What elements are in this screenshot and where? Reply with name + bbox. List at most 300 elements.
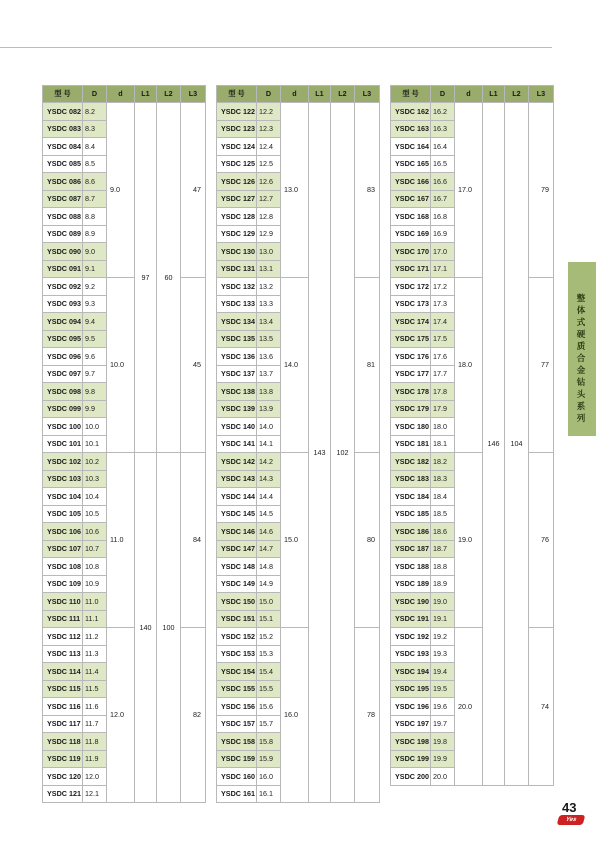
diameter-cell: 13.4	[257, 313, 281, 331]
model-cell: YSDC 135	[217, 330, 257, 348]
diameter-cell: 12.9	[257, 225, 281, 243]
diameter-cell: 12.4	[257, 138, 281, 156]
model-cell: YSDC 092	[43, 278, 83, 296]
model-cell: YSDC 200	[391, 768, 431, 786]
diameter-cell: 13.6	[257, 348, 281, 366]
model-cell: YSDC 133	[217, 295, 257, 313]
diameter-cell: 17.5	[431, 330, 455, 348]
column-header: L2	[505, 86, 529, 103]
brand-logo	[557, 815, 586, 825]
diameter-cell: 15.1	[257, 610, 281, 628]
model-cell: YSDC 087	[43, 190, 83, 208]
l2-cell: 104	[505, 103, 529, 786]
model-cell: YSDC 181	[391, 435, 431, 453]
d-cell: 14.0	[281, 278, 309, 453]
diameter-cell: 9.7	[83, 365, 107, 383]
d-cell: 12.0	[107, 628, 135, 803]
diameter-cell: 17.6	[431, 348, 455, 366]
model-cell: YSDC 083	[43, 120, 83, 138]
table-row	[217, 103, 380, 121]
d-cell: 10.0	[107, 278, 135, 453]
model-cell: YSDC 103	[43, 470, 83, 488]
column-header: L2	[157, 86, 181, 103]
model-cell: YSDC 138	[217, 383, 257, 401]
diameter-cell: 12.1	[83, 785, 107, 803]
diameter-cell: 9.0	[83, 243, 107, 261]
l2-cell: 60	[157, 103, 181, 453]
l3-cell: 77	[529, 278, 554, 453]
model-cell: YSDC 117	[43, 715, 83, 733]
model-cell: YSDC 088	[43, 208, 83, 226]
diameter-cell: 15.7	[257, 715, 281, 733]
diameter-cell: 14.4	[257, 488, 281, 506]
diameter-cell: 14.7	[257, 540, 281, 558]
diameter-cell: 11.5	[83, 680, 107, 698]
diameter-cell: 20.0	[431, 768, 455, 786]
column-header: L3	[181, 86, 206, 103]
table-row	[391, 278, 554, 296]
model-cell: YSDC 126	[217, 173, 257, 191]
model-cell: YSDC 122	[217, 103, 257, 121]
model-cell: YSDC 106	[43, 523, 83, 541]
l3-cell: 83	[355, 103, 380, 278]
diameter-cell: 8.2	[83, 103, 107, 121]
model-cell: YSDC 085	[43, 155, 83, 173]
diameter-cell: 13.0	[257, 243, 281, 261]
model-cell: YSDC 165	[391, 155, 431, 173]
l3-cell: 84	[181, 453, 206, 628]
diameter-cell: 13.2	[257, 278, 281, 296]
d-cell: 20.0	[455, 628, 483, 786]
diameter-cell: 19.7	[431, 715, 455, 733]
l3-cell: 81	[355, 278, 380, 453]
diameter-cell: 17.0	[431, 243, 455, 261]
model-cell: YSDC 131	[217, 260, 257, 278]
diameter-cell: 17.4	[431, 313, 455, 331]
model-cell: YSDC 198	[391, 733, 431, 751]
model-cell: YSDC 196	[391, 698, 431, 716]
diameter-cell: 12.8	[257, 208, 281, 226]
model-cell: YSDC 113	[43, 645, 83, 663]
diameter-cell: 14.6	[257, 523, 281, 541]
diameter-cell: 14.9	[257, 575, 281, 593]
model-cell: YSDC 180	[391, 418, 431, 436]
diameter-cell: 18.4	[431, 488, 455, 506]
diameter-cell: 10.5	[83, 505, 107, 523]
diameter-cell: 12.6	[257, 173, 281, 191]
diameter-cell: 9.3	[83, 295, 107, 313]
diameter-cell: 10.3	[83, 470, 107, 488]
table-row	[43, 278, 206, 296]
model-cell: YSDC 095	[43, 330, 83, 348]
model-cell: YSDC 168	[391, 208, 431, 226]
diameter-cell: 14.2	[257, 453, 281, 471]
model-cell: YSDC 158	[217, 733, 257, 751]
model-cell: YSDC 148	[217, 558, 257, 576]
model-cell: YSDC 184	[391, 488, 431, 506]
model-cell: YSDC 141	[217, 435, 257, 453]
model-cell: YSDC 136	[217, 348, 257, 366]
d-cell: 17.0	[455, 103, 483, 278]
diameter-cell: 19.3	[431, 645, 455, 663]
model-cell: YSDC 143	[217, 470, 257, 488]
model-cell: YSDC 174	[391, 313, 431, 331]
diameter-cell: 19.6	[431, 698, 455, 716]
model-cell: YSDC 091	[43, 260, 83, 278]
diameter-cell: 9.9	[83, 400, 107, 418]
table-row	[43, 628, 206, 646]
model-cell: YSDC 156	[217, 698, 257, 716]
model-cell: YSDC 102	[43, 453, 83, 471]
model-cell: YSDC 125	[217, 155, 257, 173]
diameter-cell: 18.8	[431, 558, 455, 576]
diameter-cell: 14.5	[257, 505, 281, 523]
diameter-cell: 12.2	[257, 103, 281, 121]
model-cell: YSDC 121	[43, 785, 83, 803]
diameter-cell: 15.2	[257, 628, 281, 646]
model-cell: YSDC 099	[43, 400, 83, 418]
model-cell: YSDC 142	[217, 453, 257, 471]
l3-cell: 74	[529, 628, 554, 786]
diameter-cell: 16.7	[431, 190, 455, 208]
model-cell: YSDC 170	[391, 243, 431, 261]
d-cell: 9.0	[107, 103, 135, 278]
model-cell: YSDC 194	[391, 663, 431, 681]
model-cell: YSDC 089	[43, 225, 83, 243]
model-cell: YSDC 177	[391, 365, 431, 383]
model-cell: YSDC 128	[217, 208, 257, 226]
model-cell: YSDC 094	[43, 313, 83, 331]
diameter-cell: 17.9	[431, 400, 455, 418]
diameter-cell: 10.7	[83, 540, 107, 558]
diameter-cell: 10.6	[83, 523, 107, 541]
spec-table-1	[42, 85, 206, 803]
diameter-cell: 19.1	[431, 610, 455, 628]
diameter-cell: 15.8	[257, 733, 281, 751]
model-cell: YSDC 160	[217, 768, 257, 786]
diameter-cell: 15.5	[257, 680, 281, 698]
model-cell: YSDC 150	[217, 593, 257, 611]
column-header: D	[257, 86, 281, 103]
l2-cell: 100	[157, 453, 181, 803]
diameter-cell: 10.4	[83, 488, 107, 506]
diameter-cell: 9.6	[83, 348, 107, 366]
column-header: L3	[355, 86, 380, 103]
model-cell: YSDC 146	[217, 523, 257, 541]
diameter-cell: 11.6	[83, 698, 107, 716]
diameter-cell: 16.0	[257, 768, 281, 786]
model-cell: YSDC 195	[391, 680, 431, 698]
diameter-cell: 12.0	[83, 768, 107, 786]
diameter-cell: 9.2	[83, 278, 107, 296]
model-cell: YSDC 086	[43, 173, 83, 191]
diameter-cell: 17.2	[431, 278, 455, 296]
table-row	[391, 628, 554, 646]
diameter-cell: 11.3	[83, 645, 107, 663]
diameter-cell: 13.3	[257, 295, 281, 313]
column-header: 型 号	[43, 86, 83, 103]
d-cell: 15.0	[281, 453, 309, 628]
model-cell: YSDC 167	[391, 190, 431, 208]
diameter-cell: 10.0	[83, 418, 107, 436]
diameter-cell: 14.3	[257, 470, 281, 488]
model-cell: YSDC 127	[217, 190, 257, 208]
l2-cell: 102	[331, 103, 355, 803]
model-cell: YSDC 153	[217, 645, 257, 663]
diameter-cell: 15.3	[257, 645, 281, 663]
diameter-cell: 8.7	[83, 190, 107, 208]
column-header: d	[455, 86, 483, 103]
table-row	[391, 453, 554, 471]
model-cell: YSDC 161	[217, 785, 257, 803]
table-row	[391, 103, 554, 121]
diameter-cell: 17.1	[431, 260, 455, 278]
model-cell: YSDC 098	[43, 383, 83, 401]
column-header: D	[83, 86, 107, 103]
diameter-cell: 16.2	[431, 103, 455, 121]
model-cell: YSDC 119	[43, 750, 83, 768]
l3-cell: 47	[181, 103, 206, 278]
model-cell: YSDC 199	[391, 750, 431, 768]
column-header: L3	[529, 86, 554, 103]
diameter-cell: 18.3	[431, 470, 455, 488]
l3-cell: 45	[181, 278, 206, 453]
diameter-cell: 15.0	[257, 593, 281, 611]
column-header: L2	[331, 86, 355, 103]
model-cell: YSDC 197	[391, 715, 431, 733]
l3-cell: 76	[529, 453, 554, 628]
model-cell: YSDC 132	[217, 278, 257, 296]
table-row	[43, 103, 206, 121]
model-cell: YSDC 187	[391, 540, 431, 558]
model-cell: YSDC 100	[43, 418, 83, 436]
model-cell: YSDC 123	[217, 120, 257, 138]
model-cell: YSDC 178	[391, 383, 431, 401]
l1-cell: 140	[135, 453, 157, 803]
model-cell: YSDC 163	[391, 120, 431, 138]
spec-table-3	[390, 85, 554, 786]
diameter-cell: 19.9	[431, 750, 455, 768]
column-header: D	[431, 86, 455, 103]
diameter-cell: 8.6	[83, 173, 107, 191]
model-cell: YSDC 166	[391, 173, 431, 191]
diameter-cell: 17.8	[431, 383, 455, 401]
diameter-cell: 8.9	[83, 225, 107, 243]
l1-cell: 97	[135, 103, 157, 453]
model-cell: YSDC 171	[391, 260, 431, 278]
diameter-cell: 15.6	[257, 698, 281, 716]
diameter-cell: 8.3	[83, 120, 107, 138]
model-cell: YSDC 096	[43, 348, 83, 366]
model-cell: YSDC 105	[43, 505, 83, 523]
diameter-cell: 18.5	[431, 505, 455, 523]
model-cell: YSDC 151	[217, 610, 257, 628]
model-cell: YSDC 140	[217, 418, 257, 436]
model-cell: YSDC 130	[217, 243, 257, 261]
diameter-cell: 9.4	[83, 313, 107, 331]
model-cell: YSDC 188	[391, 558, 431, 576]
diameter-cell: 8.8	[83, 208, 107, 226]
model-cell: YSDC 157	[217, 715, 257, 733]
l1-cell: 143	[309, 103, 331, 803]
model-cell: YSDC 190	[391, 593, 431, 611]
d-cell: 13.0	[281, 103, 309, 278]
table-row	[217, 628, 380, 646]
column-header: L1	[135, 86, 157, 103]
diameter-cell: 13.5	[257, 330, 281, 348]
column-header: 型 号	[391, 86, 431, 103]
d-cell: 11.0	[107, 453, 135, 628]
diameter-cell: 19.5	[431, 680, 455, 698]
model-cell: YSDC 185	[391, 505, 431, 523]
model-cell: YSDC 116	[43, 698, 83, 716]
diameter-cell: 19.0	[431, 593, 455, 611]
column-header: d	[281, 86, 309, 103]
diameter-cell: 16.4	[431, 138, 455, 156]
model-cell: YSDC 169	[391, 225, 431, 243]
diameter-cell: 10.2	[83, 453, 107, 471]
diameter-cell: 16.1	[257, 785, 281, 803]
model-cell: YSDC 112	[43, 628, 83, 646]
diameter-cell: 16.9	[431, 225, 455, 243]
diameter-cell: 15.4	[257, 663, 281, 681]
diameter-cell: 18.7	[431, 540, 455, 558]
model-cell: YSDC 176	[391, 348, 431, 366]
diameter-cell: 11.8	[83, 733, 107, 751]
diameter-cell: 10.8	[83, 558, 107, 576]
table-row	[43, 453, 206, 471]
diameter-cell: 13.7	[257, 365, 281, 383]
model-cell: YSDC 145	[217, 505, 257, 523]
model-cell: YSDC 097	[43, 365, 83, 383]
model-cell: YSDC 109	[43, 575, 83, 593]
model-cell: YSDC 189	[391, 575, 431, 593]
table-row	[217, 453, 380, 471]
model-cell: YSDC 179	[391, 400, 431, 418]
model-cell: YSDC 139	[217, 400, 257, 418]
model-cell: YSDC 124	[217, 138, 257, 156]
l3-cell: 80	[355, 453, 380, 628]
diameter-cell: 18.9	[431, 575, 455, 593]
diameter-cell: 13.1	[257, 260, 281, 278]
model-cell: YSDC 155	[217, 680, 257, 698]
diameter-cell: 9.8	[83, 383, 107, 401]
model-cell: YSDC 120	[43, 768, 83, 786]
d-cell: 18.0	[455, 278, 483, 453]
model-cell: YSDC 082	[43, 103, 83, 121]
l3-cell: 82	[181, 628, 206, 803]
model-cell: YSDC 149	[217, 575, 257, 593]
model-cell: YSDC 162	[391, 103, 431, 121]
column-header: L1	[483, 86, 505, 103]
diameter-cell: 11.1	[83, 610, 107, 628]
diameter-cell: 12.5	[257, 155, 281, 173]
diameter-cell: 15.9	[257, 750, 281, 768]
diameter-cell: 8.5	[83, 155, 107, 173]
model-cell: YSDC 183	[391, 470, 431, 488]
model-cell: YSDC 192	[391, 628, 431, 646]
column-header: d	[107, 86, 135, 103]
spec-table-2	[216, 85, 380, 803]
diameter-cell: 9.1	[83, 260, 107, 278]
model-cell: YSDC 144	[217, 488, 257, 506]
model-cell: YSDC 147	[217, 540, 257, 558]
model-cell: YSDC 107	[43, 540, 83, 558]
model-cell: YSDC 175	[391, 330, 431, 348]
diameter-cell: 9.5	[83, 330, 107, 348]
diameter-cell: 12.3	[257, 120, 281, 138]
diameter-cell: 11.0	[83, 593, 107, 611]
model-cell: YSDC 114	[43, 663, 83, 681]
diameter-cell: 11.4	[83, 663, 107, 681]
l3-cell: 78	[355, 628, 380, 803]
model-cell: YSDC 193	[391, 645, 431, 663]
diameter-cell: 16.5	[431, 155, 455, 173]
d-cell: 16.0	[281, 628, 309, 803]
diameter-cell: 19.8	[431, 733, 455, 751]
model-cell: YSDC 173	[391, 295, 431, 313]
model-cell: YSDC 115	[43, 680, 83, 698]
model-cell: YSDC 111	[43, 610, 83, 628]
diameter-cell: 17.7	[431, 365, 455, 383]
diameter-cell: 18.0	[431, 418, 455, 436]
diameter-cell: 16.3	[431, 120, 455, 138]
model-cell: YSDC 137	[217, 365, 257, 383]
brand-logo-text: Yes	[564, 817, 578, 823]
column-header: L1	[309, 86, 331, 103]
top-divider	[0, 47, 552, 48]
diameter-cell: 19.2	[431, 628, 455, 646]
model-cell: YSDC 172	[391, 278, 431, 296]
diameter-cell: 8.4	[83, 138, 107, 156]
model-cell: YSDC 110	[43, 593, 83, 611]
model-cell: YSDC 186	[391, 523, 431, 541]
diameter-cell: 18.1	[431, 435, 455, 453]
model-cell: YSDC 154	[217, 663, 257, 681]
table-row	[217, 278, 380, 296]
model-cell: YSDC 101	[43, 435, 83, 453]
model-cell: YSDC 084	[43, 138, 83, 156]
diameter-cell: 16.8	[431, 208, 455, 226]
model-cell: YSDC 118	[43, 733, 83, 751]
diameter-cell: 12.7	[257, 190, 281, 208]
diameter-cell: 14.8	[257, 558, 281, 576]
diameter-cell: 11.9	[83, 750, 107, 768]
diameter-cell: 11.2	[83, 628, 107, 646]
diameter-cell: 19.4	[431, 663, 455, 681]
model-cell: YSDC 159	[217, 750, 257, 768]
diameter-cell: 13.9	[257, 400, 281, 418]
diameter-cell: 17.3	[431, 295, 455, 313]
model-cell: YSDC 104	[43, 488, 83, 506]
model-cell: YSDC 182	[391, 453, 431, 471]
page-number: 43	[562, 800, 577, 815]
model-cell: YSDC 090	[43, 243, 83, 261]
section-side-title: 整体式硬质合金钻头系列	[576, 293, 586, 423]
model-cell: YSDC 108	[43, 558, 83, 576]
d-cell: 19.0	[455, 453, 483, 628]
diameter-cell: 16.6	[431, 173, 455, 191]
diameter-cell: 18.2	[431, 453, 455, 471]
l1-cell: 146	[483, 103, 505, 786]
diameter-cell: 18.6	[431, 523, 455, 541]
diameter-cell: 14.1	[257, 435, 281, 453]
l3-cell: 79	[529, 103, 554, 278]
model-cell: YSDC 134	[217, 313, 257, 331]
diameter-cell: 10.1	[83, 435, 107, 453]
diameter-cell: 14.0	[257, 418, 281, 436]
diameter-cell: 13.8	[257, 383, 281, 401]
